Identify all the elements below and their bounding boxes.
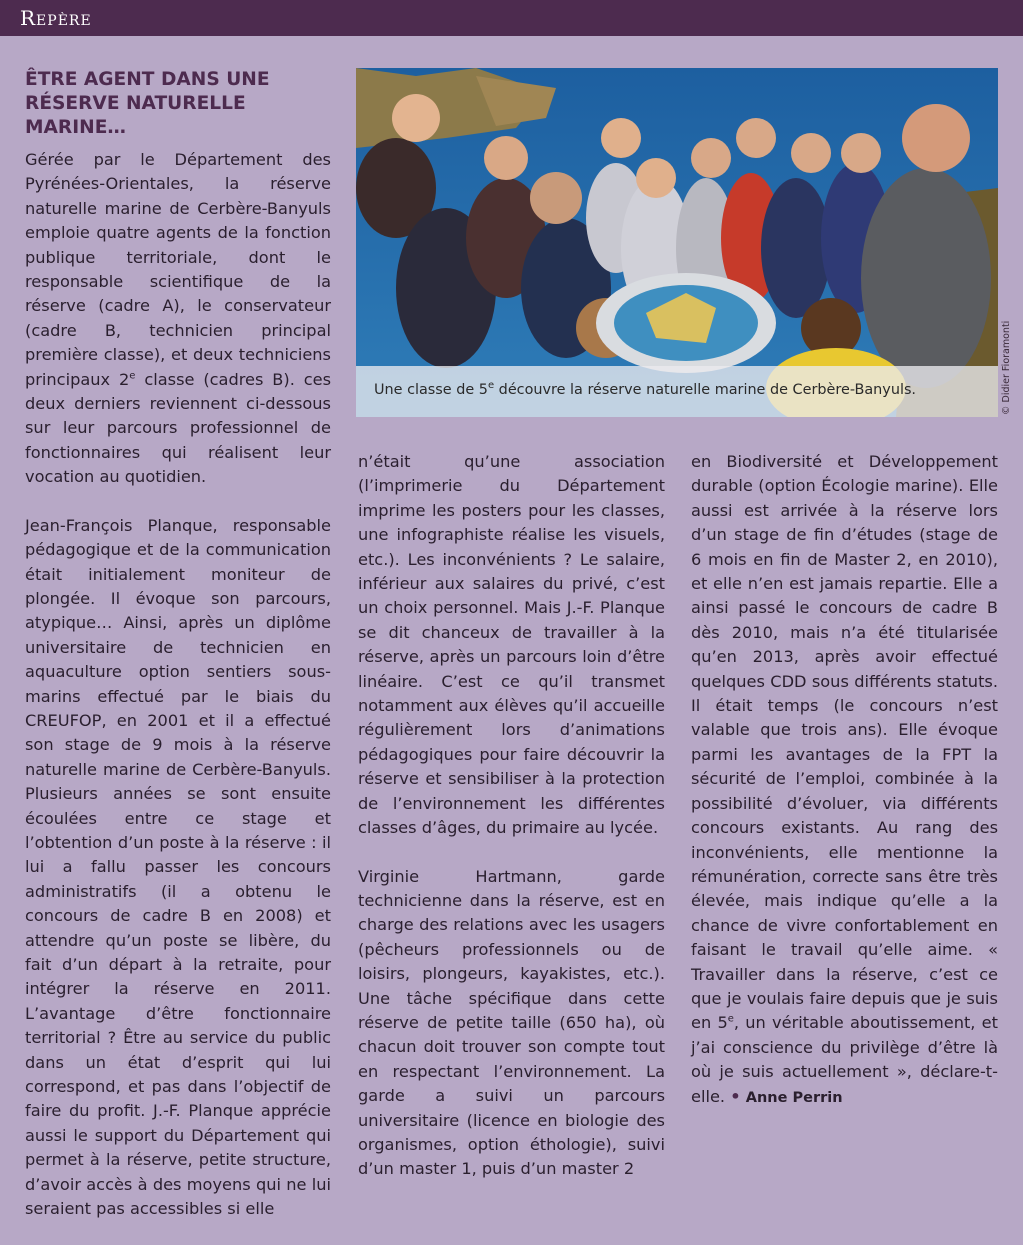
section-banner <box>0 0 1023 36</box>
article-column-2 <box>358 450 665 1206</box>
hartmann-continued-paragraph: en Biodiversité et Développement durable (option Écologie marine). Elle aussi est arrivée à la réserve lors d’un stage de fin d’études (stage de 6 mois en fin de Master 2, en 2010), et elle n’en est jamais repartie. Elle a ainsi passé le concours de cadre B dès 2010, mais n’a été titularisée qu’en 2013, après avoir effectué quelques CDD sous différents statuts. Il était temps (le concours n’est valable que trois ans). Elle évoque parmi les avantages de la FPT la sécurité de l’emploi, combinée à la possibilité d’évoluer, via différents concours existants. Au rang des inconvénients, elle mentionne la rémunération, correcte sans être très élevée, mais indique qu’elle a la chance de vivre confortablement en faisant le travail qu’elle aime. « Travailler dans la réserve, c’est ce que je voulais faire depuis que je suis en 5e, un véritable aboutissement, et j’ai conscience du privilège d’être là où je suis actuellement », déclare-t-elle. • Anne Perrin <box>691 452 998 1106</box>
planque-continued-paragraph: n’était qu’une association (l’imprimerie du Département imprime les posters pour les classes, une infographiste réalise les visuels, etc.). Les inconvénients ? Le salaire, inférieur aux salaires du privé, c’est un choix personnel. Mais J.-F. Planque se dit chanceux de travailler à la réserve, après un parcours loin d’être linéaire. C’est ce qu’il transmet notamment aux élèves qu’il accueille régulièrement lors d’animations pédagogiques pour faire découvrir la réserve et sensibiliser à la protection de l’environnement les différentes classes d’âges, du primaire au lycée. <box>358 452 665 838</box>
article-headline: ÊTRE AGENT DANS UNE RÉSERVE NATURELLE MARINE… <box>25 69 270 138</box>
author-byline: Anne Perrin <box>745 1089 843 1106</box>
article-column-3 <box>691 450 998 1134</box>
author-bullet: • <box>730 1086 741 1106</box>
article-photo <box>356 68 998 417</box>
photo-caption-text: Une classe de 5e découvre la réserve naturelle marine de Cerbère-Banyuls. <box>374 380 917 398</box>
class-group-photo <box>356 68 998 417</box>
planque-paragraph: Jean-François Planque, responsable pédagogique et de la communication était initialement moniteur de plongée. Il évoque son parcours, atypique… Ainsi, après un diplôme universitaire de technicien en aquaculture option sentiers sous-marins effectué par le biais du CREUFOP, en 2001 et il a effectué son stage de 9 mois à la réserve naturelle marine de Cerbère-Banyuls. Plusieurs années se sont ensuite écoulées entre ce stage et l’obtention d’un poste à la réserve : il lui a fallu passer les concours administratifs (il a obtenu le concours de cadre B en 2008) et attendre qu’un poste se libère, du fait d’un départ à la retraite, pour intégrer la réserve en 2011. L’avantage d’être fonctionnaire territorial ? Être au service du public dans un état d’esprit qui lui correspond, et pas dans l’objectif de faire du profit. J.-F. Planque apprécie aussi le support du Département qui permet à la réserve, petite structure, d’avoir accès à des moyens qui ne lui seraient pas accessibles si elle <box>25 515 331 1219</box>
photo-caption <box>356 366 998 417</box>
intro-paragraph: Gérée par le Département des Pyrénées-Orientales, la réserve naturelle marine de Cerbère-Banyuls emploie quatre agents de la fonction publique territoriale, dont le responsable scientifique de la réserve (cadre A), le conservateur (cadre B, technicien principal première classe), et deux techniciens principaux 2e classe (cadres B). ces deux derniers reviennent ci-dessous sur leur parcours professionnel de fonctionnaires qui réalisent leur vocation au quotidien. <box>25 150 332 487</box>
hartmann-paragraph: Virginie Hartmann, garde technicienne dans la réserve, est en charge des relations avec les usagers (pêcheurs professionnels ou de loisirs, plongeurs, kayakistes, etc.). Une tâche spécifique dans cette réserve de petite taille (650 ha), où chacun doit trouver son compte tout en respectant l’environnement. La garde a suivi un parcours universitaire (licence en biologie des organismes, option éthologie), suivi d’un master 1, puis d’un master 2 <box>358 866 665 1179</box>
photo-credit: © Didier Fioramonti <box>1001 320 1012 415</box>
section-title: Repère <box>20 6 92 30</box>
article-column-1 <box>25 68 331 1245</box>
